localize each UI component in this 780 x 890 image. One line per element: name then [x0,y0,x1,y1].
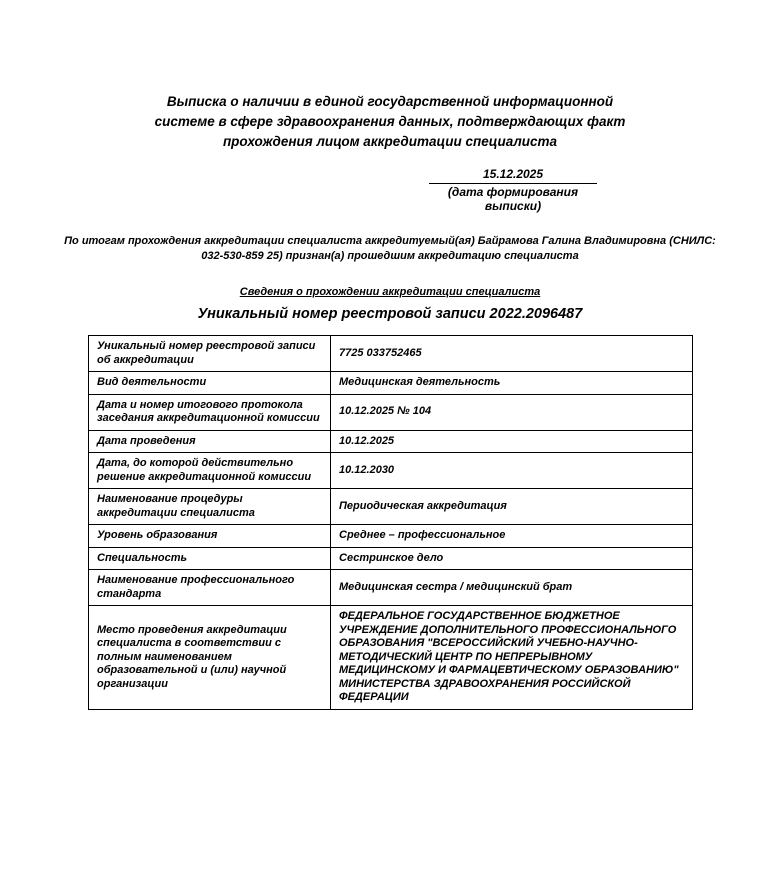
row-label-protocol: Дата и номер итогового протокола заседания аккредитационной комиссии [89,394,331,430]
extract-date-caption: (дата формирования выписки) [447,185,579,213]
row-label-specialty: Специальность [89,547,331,570]
row-value-specialty: Сестринское дело [331,547,693,570]
row-label-conduct-date: Дата проведения [89,430,331,453]
intro-line-2: 032-530-859 25) признан(а) прошедшим аккредитацию специалиста [201,250,579,262]
section-heading: Сведения о прохождении аккредитации специалиста [239,286,541,298]
table-row [89,453,693,489]
table-row [89,430,693,453]
table-row [89,570,693,606]
table-row [89,372,693,395]
row-value-protocol: 10.12.2025 № 104 [331,394,693,430]
document-title-line-3: прохождения лицом аккредитации специалиста [222,134,558,149]
row-value-procedure-name: Периодическая аккредитация [331,489,693,525]
row-value-conduct-date: 10.12.2025 [331,430,693,453]
intro-paragraph [40,234,740,264]
row-label-activity-type: Вид деятельности [89,372,331,395]
extract-date: 15.12.2025 [429,167,597,184]
accreditation-table [88,335,693,710]
table-row [89,606,693,710]
row-value-activity-type: Медицинская деятельность [331,372,693,395]
row-value-valid-until: 10.12.2030 [331,453,693,489]
extract-date-block [429,167,597,213]
row-value-education-level: Среднее – профессиональное [331,525,693,548]
row-value-professional-standard: Медицинская сестра / медицинский брат [331,570,693,606]
row-label-valid-until: Дата, до которой действительно решение аккредитационной комиссии [89,453,331,489]
document-title [0,0,780,152]
registry-number-heading: Уникальный номер реестровой записи 2022.2096487 [197,306,583,322]
table-row [89,547,693,570]
table-row [89,336,693,372]
table-row [89,525,693,548]
row-label-procedure-name: Наименование процедуры аккредитации специалиста [89,489,331,525]
row-label-education-level: Уровень образования [89,525,331,548]
row-value-accreditation-place: ФЕДЕРАЛЬНОЕ ГОСУДАРСТВЕННОЕ БЮДЖЕТНОЕ УЧРЕЖДЕНИЕ ДОПОЛНИТЕЛЬНОГО ПРОФЕССИОНАЛЬНОГО ОБРАЗОВАНИЯ "ВСЕРОССИЙСКИЙ УЧЕБНО-НАУЧНО-МЕТОДИЧЕСКИЙ ЦЕНТР ПО НЕПРЕРЫВНОМУ МЕДИЦИНСКОМУ И ФАРМАЦЕВТИЧЕСКОМУ ОБРАЗОВАНИЮ" МИНИСТЕРСТВА ЗДРАВООХРАНЕНИЯ РОССИЙСКОЙ ФЕДЕРАЦИИ [331,606,693,710]
row-label-accreditation-place: Место проведения аккредитации специалиста в соответствии с полным наименованием образовательной и (или) научной организации [89,606,331,710]
document-title-line-2: системе в сфере здравоохранения данных, подтверждающих факт [154,114,626,129]
row-label-registry-number: Уникальный номер реестровой записи об аккредитации [89,336,331,372]
document-title-line-1: Выписка о наличии в единой государственной информационной [166,94,614,109]
intro-line-1: По итогам прохождения аккредитации специалиста аккредитуемый(ая) Байрамова Галина Владимировна (СНИЛС: [64,235,716,247]
row-label-professional-standard: Наименование профессионального стандарта [89,570,331,606]
table-row [89,394,693,430]
row-value-registry-number: 7725 033752465 [331,336,693,372]
table-row [89,489,693,525]
